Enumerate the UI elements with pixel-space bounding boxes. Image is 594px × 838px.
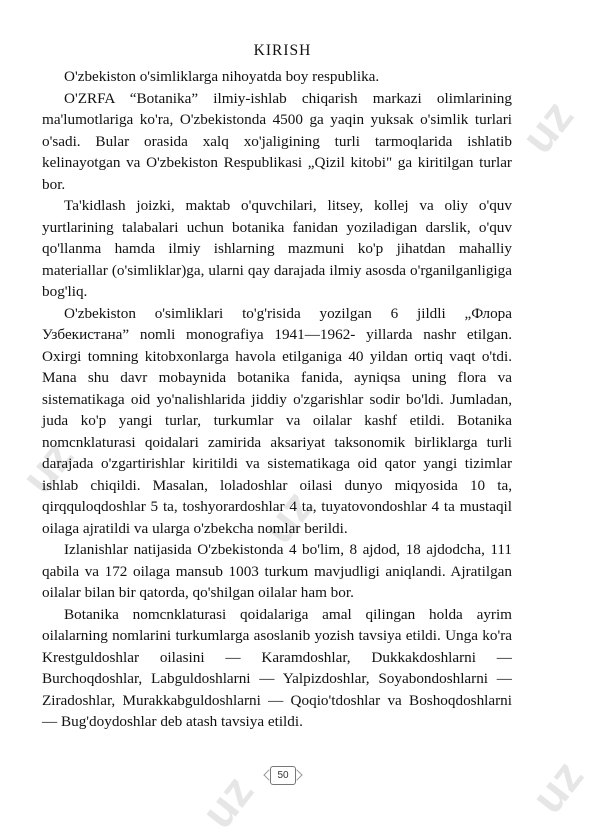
paragraph-nomenclature: Botanika nomcnklaturasi qoidalariga amal qilingan holda ayrim oilalarning nomlarini turkumlarga asoslanib yozish tavsiya etildi. Unga ko'ra Krestguldoshlar oilasini — Karamdoshlar, Dukkakdoshlarni — Burchoqdoshlar, Labguldoshlarni — Yalpizdoshlar, Soyabondoshlarni — Ziradoshlar, Murakkabguldoshlarni — Qoqio'tdoshlar va Boshoqdoshlarni — Bug'doydoshlar deb atash tavsiya etildi.	[42, 605, 512, 730]
page-number: 50	[270, 766, 296, 785]
watermark-center: uz	[250, 480, 324, 553]
paragraph-flora-monograph: O'zbekiston o'simliklari to'g'risida yozilgan 6 jildli „Флора Узбекистана” nomli monografiya 1941—1962- yillarda nashr etilgan. Oxirgi tomning kitobxonlarga havola etilganiga 40 yildan ortiq vaqt o'tdi. Mana shu davr mobaynida botanika fanida, ayniqsa uning flora va sistematikaga oid yo'nalishlarida jiddiy o'zgarishlar sodir bo'ldi. Jumladan, juda ko'p yangi turlar, turkumlar va oilalar kashf etildi. Botanika nomcnklaturasi qoidalari zamirida aksariyat taksonomik birliklarga turli darajada o'zgartirishlar kiritildi va sistematikaga oid qator yangi tizimlar ishlab chiqildi. Masalan, loladoshlar oilasi dunyo miqyosida 10 ta, qirqquloqdoshlar 5 ta, toshyorardoshlar 4 ta, tuyatovondoshlar 4 ta mustaqil oilaga ajratildi va ularga o'zbekcha nomlar berildi.	[42, 304, 512, 537]
paragraph-education: Ta'kidlash joizki, maktab o'quvchilari, litsey, kollej va oliy o'quv yurtlarining talabalari uchun botanika fanidan yoziladigan darslik, o'quv qo'llanma hamda ilmiy ishlarning mazmuni ko'p jihatdan mahalliy materiallar (o'simliklar)ga, ularni qay darajada ilmiy asosda o'rganilganligiga bog'liq.	[42, 197, 512, 300]
watermark-right-top: uz	[510, 90, 584, 163]
page-title: KIRISH	[253, 42, 312, 59]
paragraph-research-results: Izlanishlar natijasida O'zbekistonda 4 bo'lim, 8 ajdod, 18 ajdodcha, 111 qabila va 172 oilaga mansub 1003 turkum mavjudligi aniqlandi. Ajratilgan oilalar bilan bir qatorda, qo'shilgan oilalar ham bor.	[42, 541, 512, 601]
watermark-bottom-left: uz	[190, 765, 264, 838]
paragraph-intro: O'zbekiston o'simliklarga nihoyatda boy respublika.	[64, 68, 380, 85]
watermark-bottom-right: uz	[520, 750, 594, 823]
watermark-left-top: uz	[10, 430, 84, 503]
paragraph-species-count: O'ZRFA “Botanika” ilmiy-ishlab chiqarish markazi olimlarining ma'lumotlariga ko'ra, O'zbekistonda 4500 ga yaqin yuksak o'simlik turlari o'sadi. Bular orasida xalq xo'jaligining turli tarmoqlarida ishlatib kelinayotgan va O'zbekiston Respublikasi „Qizil kitobi" ga kiritilgan turlar bor.	[42, 89, 512, 193]
text-body	[42, 66, 512, 733]
